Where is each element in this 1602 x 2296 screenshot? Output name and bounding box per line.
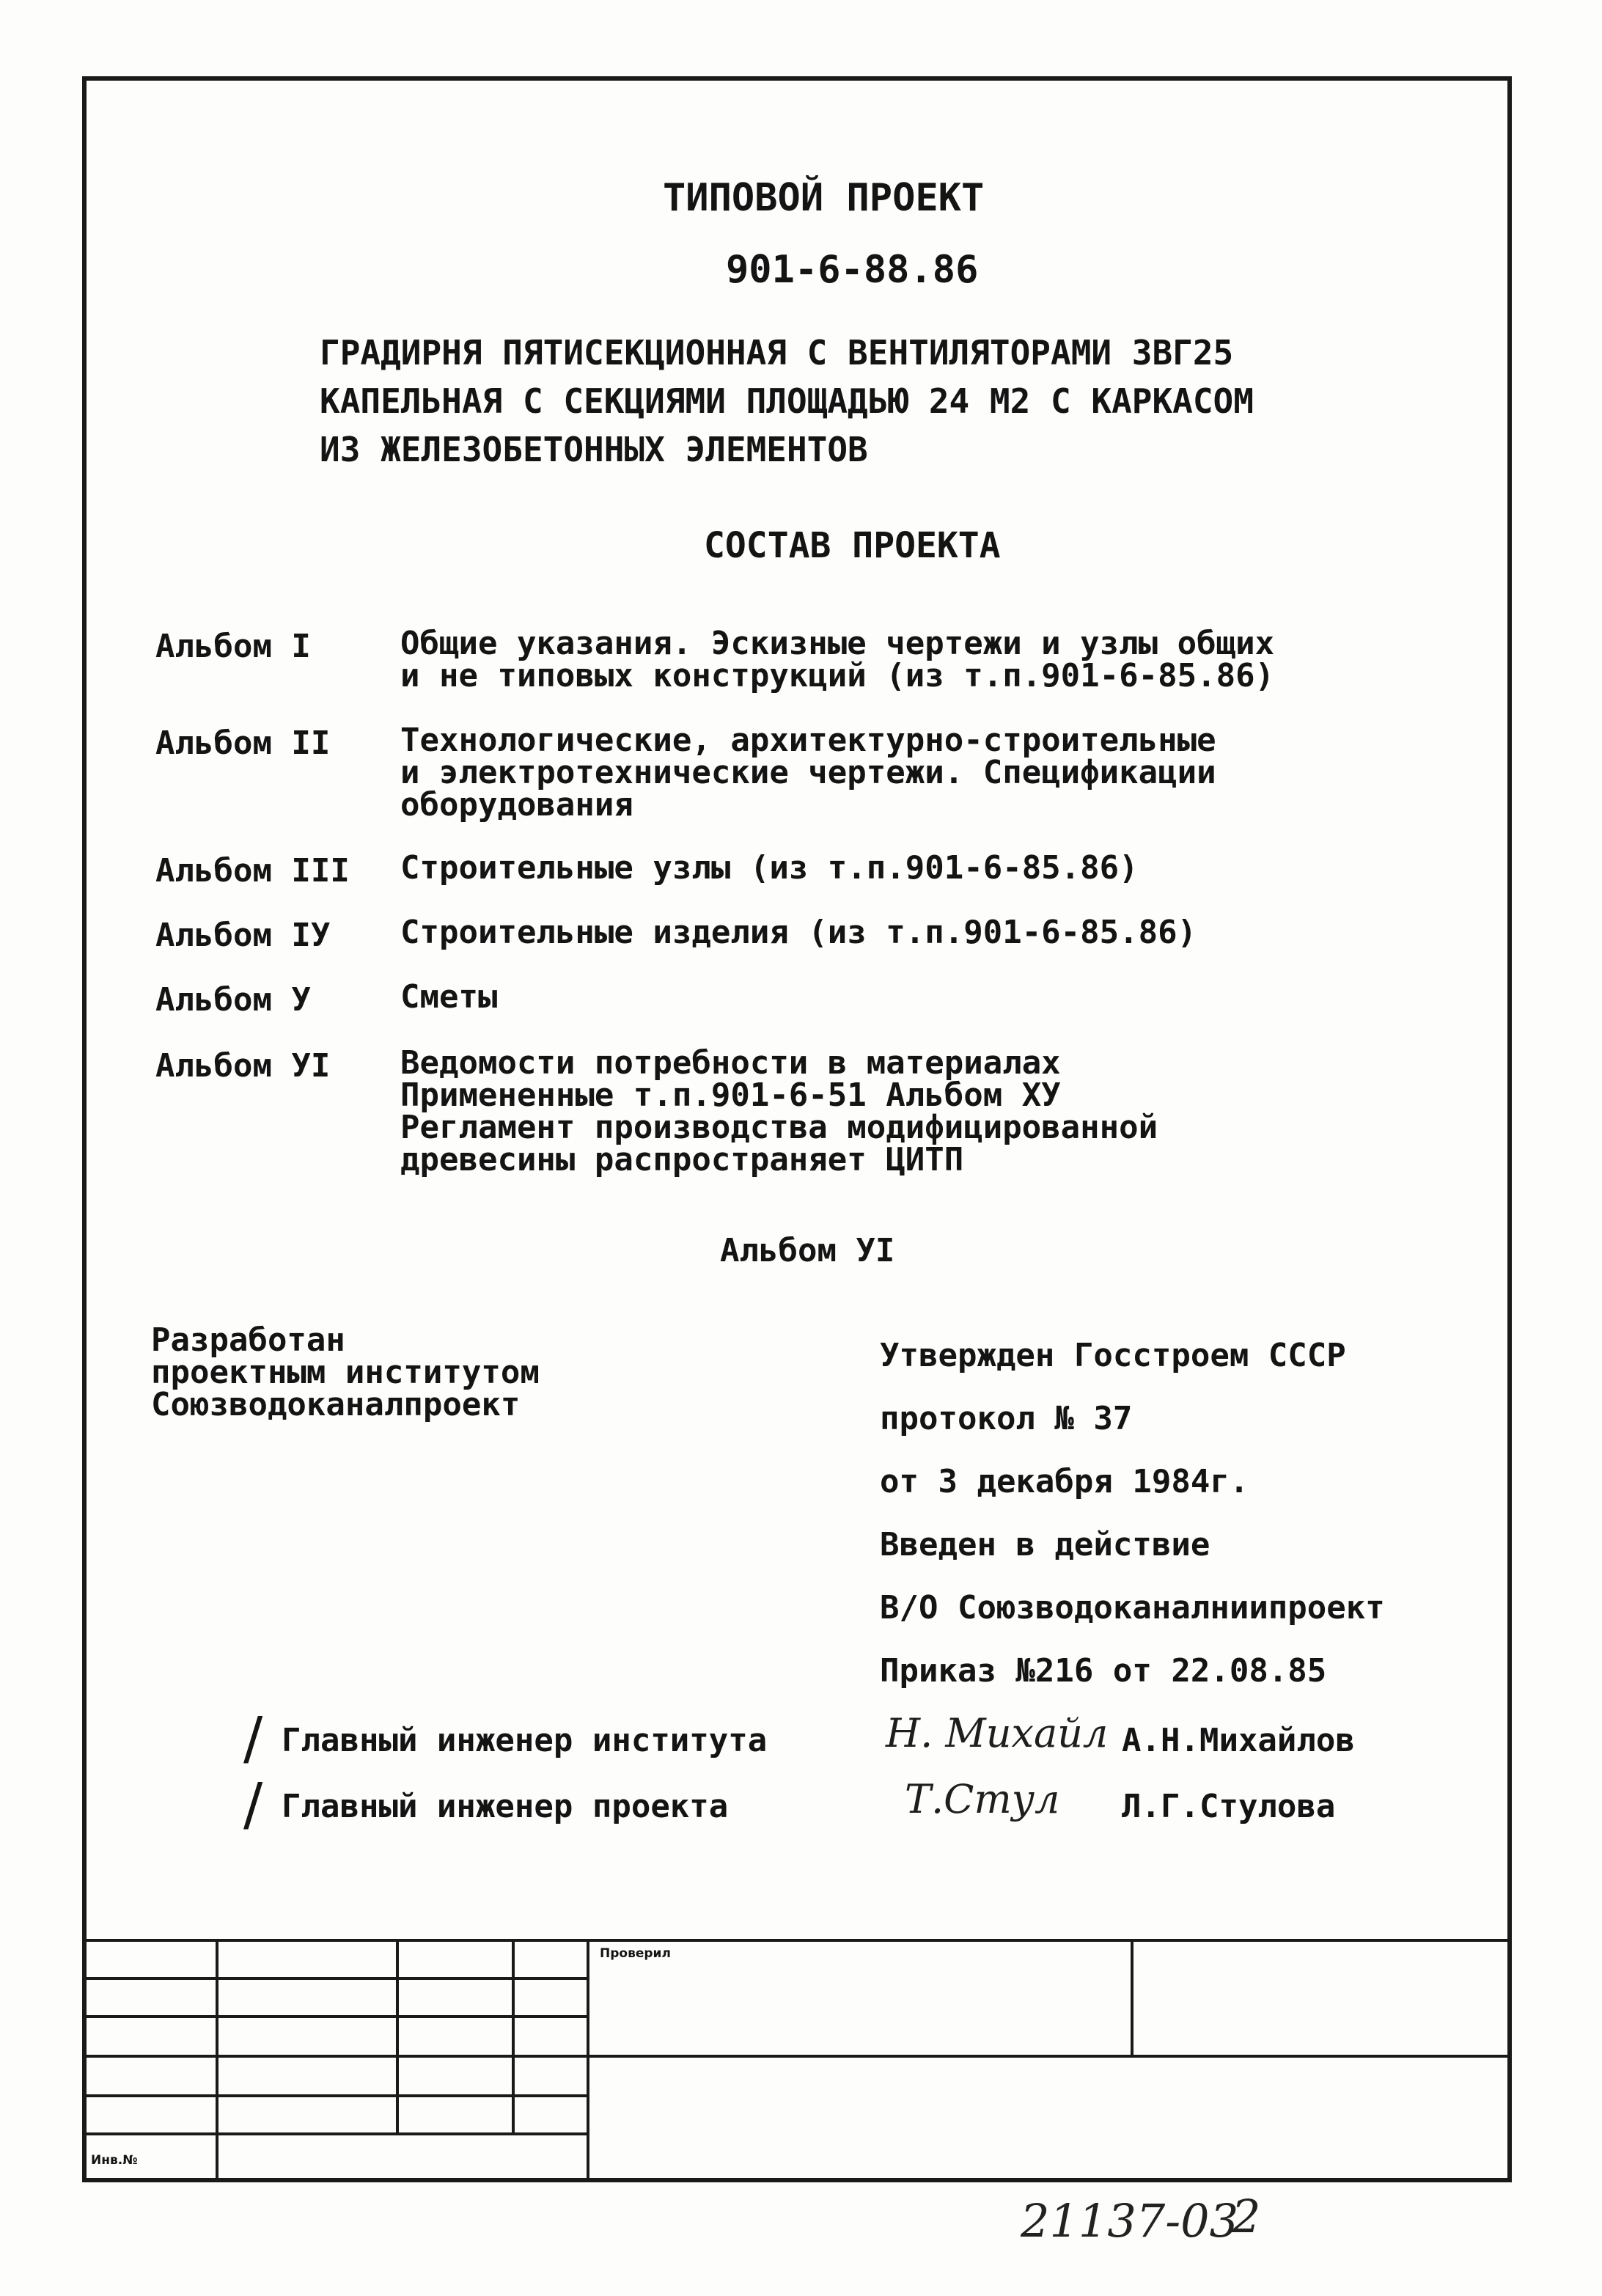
description-line: КАПЕЛЬНАЯ С СЕКЦИЯМИ ПЛОЩАДЬЮ 24 М2 С КАРКАСОМ bbox=[320, 381, 1254, 421]
slash-mark: / bbox=[243, 1706, 263, 1772]
album-label: Альбом УI bbox=[155, 1047, 331, 1085]
document-number: 21137-03 bbox=[1021, 2194, 1239, 2248]
album-description bbox=[400, 1044, 1158, 1178]
album-line: Ведомости потребности в материалах bbox=[400, 1044, 1061, 1082]
developed-line: Разработан bbox=[151, 1321, 345, 1359]
handwritten-signature: Т.Стул bbox=[905, 1776, 1060, 1822]
approved-by bbox=[880, 1324, 1385, 1703]
album-description bbox=[400, 722, 1216, 824]
album-line: и электротехнические чертежи. Спецификации bbox=[400, 754, 1216, 791]
album-line: оборудования bbox=[400, 786, 633, 824]
title-block-stamp bbox=[87, 1939, 1507, 2178]
stamp-rule bbox=[1131, 1939, 1133, 2055]
current-album: Альбом УI bbox=[720, 1232, 895, 1269]
approved-line: В/О Союзводоканалниипроект bbox=[880, 1589, 1385, 1626]
contents-heading: СОСТАВ ПРОЕКТА bbox=[704, 525, 1001, 566]
doc-type-title: ТИПОВОЙ ПРОЕКТ bbox=[663, 176, 985, 220]
signature-role: Главный инженер проекта bbox=[282, 1788, 729, 1825]
stamp-rule bbox=[216, 1939, 218, 2178]
developed-by bbox=[151, 1321, 540, 1423]
signatory-name: Л.Г.Стулова bbox=[1122, 1788, 1336, 1825]
album-description: Строительные изделия (из т.п.901-6-85.86) bbox=[400, 914, 1197, 951]
album-label: Альбом У bbox=[155, 981, 311, 1019]
album-label: Альбом III bbox=[155, 852, 350, 890]
description-line: ГРАДИРНЯ ПЯТИСЕКЦИОННАЯ С ВЕНТИЛЯТОРАМИ 3ВГ25 bbox=[320, 333, 1234, 373]
album-description: Строительные узлы (из т.п.901-6-85.86) bbox=[400, 849, 1139, 887]
stamp-rule bbox=[396, 1939, 399, 2132]
album-label: Альбом I bbox=[155, 628, 311, 665]
approved-line: протокол № 37 bbox=[880, 1400, 1133, 1437]
album-line: и не типовых конструкций (из т.п.901-6-85.86) bbox=[400, 657, 1275, 694]
developed-line: проектным институтом bbox=[151, 1354, 540, 1391]
album-label: Альбом IУ bbox=[155, 917, 331, 954]
stamp-rule bbox=[87, 2132, 588, 2135]
approved-line: Утвержден Госстроем СССР bbox=[880, 1337, 1346, 1374]
signature-role: Главный инженер института bbox=[282, 1722, 768, 1759]
stamp-rule bbox=[87, 1939, 1507, 1942]
album-description bbox=[400, 625, 1275, 694]
approved-line: Приказ №216 от 22.08.85 bbox=[880, 1652, 1327, 1690]
album-line: Технологические, архитектурно-строительные bbox=[400, 722, 1216, 759]
album-line: Общие указания. Эскизные чертежи и узлы общих bbox=[400, 625, 1275, 662]
developed-line: Союзводоканалпроект bbox=[151, 1386, 521, 1423]
inventory-label: Инв.№ bbox=[91, 2153, 138, 2168]
album-description: Сметы bbox=[400, 978, 498, 1016]
handwritten-signature: Н. Михайл bbox=[886, 1710, 1109, 1756]
approved-line: Введен в действие bbox=[880, 1526, 1210, 1563]
approved-line: от 3 декабря 1984г. bbox=[880, 1463, 1249, 1500]
signatory-name: А.Н.Михайлов bbox=[1122, 1722, 1355, 1759]
stamp-rule bbox=[512, 1939, 515, 2132]
album-line: Примененные т.п.901-6-51 Альбом ХУ bbox=[400, 1077, 1061, 1114]
project-number: 901-6-88.86 bbox=[726, 248, 979, 292]
description-line: ИЗ ЖЕЛЕЗОБЕТОННЫХ ЭЛЕМЕНТОВ bbox=[320, 430, 868, 469]
document-frame bbox=[82, 76, 1512, 2182]
album-label: Альбом II bbox=[155, 725, 331, 762]
album-line: древесины распространяет ЦИТП bbox=[400, 1141, 964, 1178]
project-description bbox=[320, 329, 1254, 474]
slash-mark: / bbox=[243, 1772, 263, 1838]
page-number: 2 bbox=[1232, 2190, 1261, 2243]
stamp-rule bbox=[87, 2055, 1507, 2058]
checked-label: Проверил bbox=[600, 1946, 671, 1961]
album-line: Регламент производства модифицированной bbox=[400, 1109, 1158, 1146]
stamp-rule bbox=[587, 1939, 589, 2178]
